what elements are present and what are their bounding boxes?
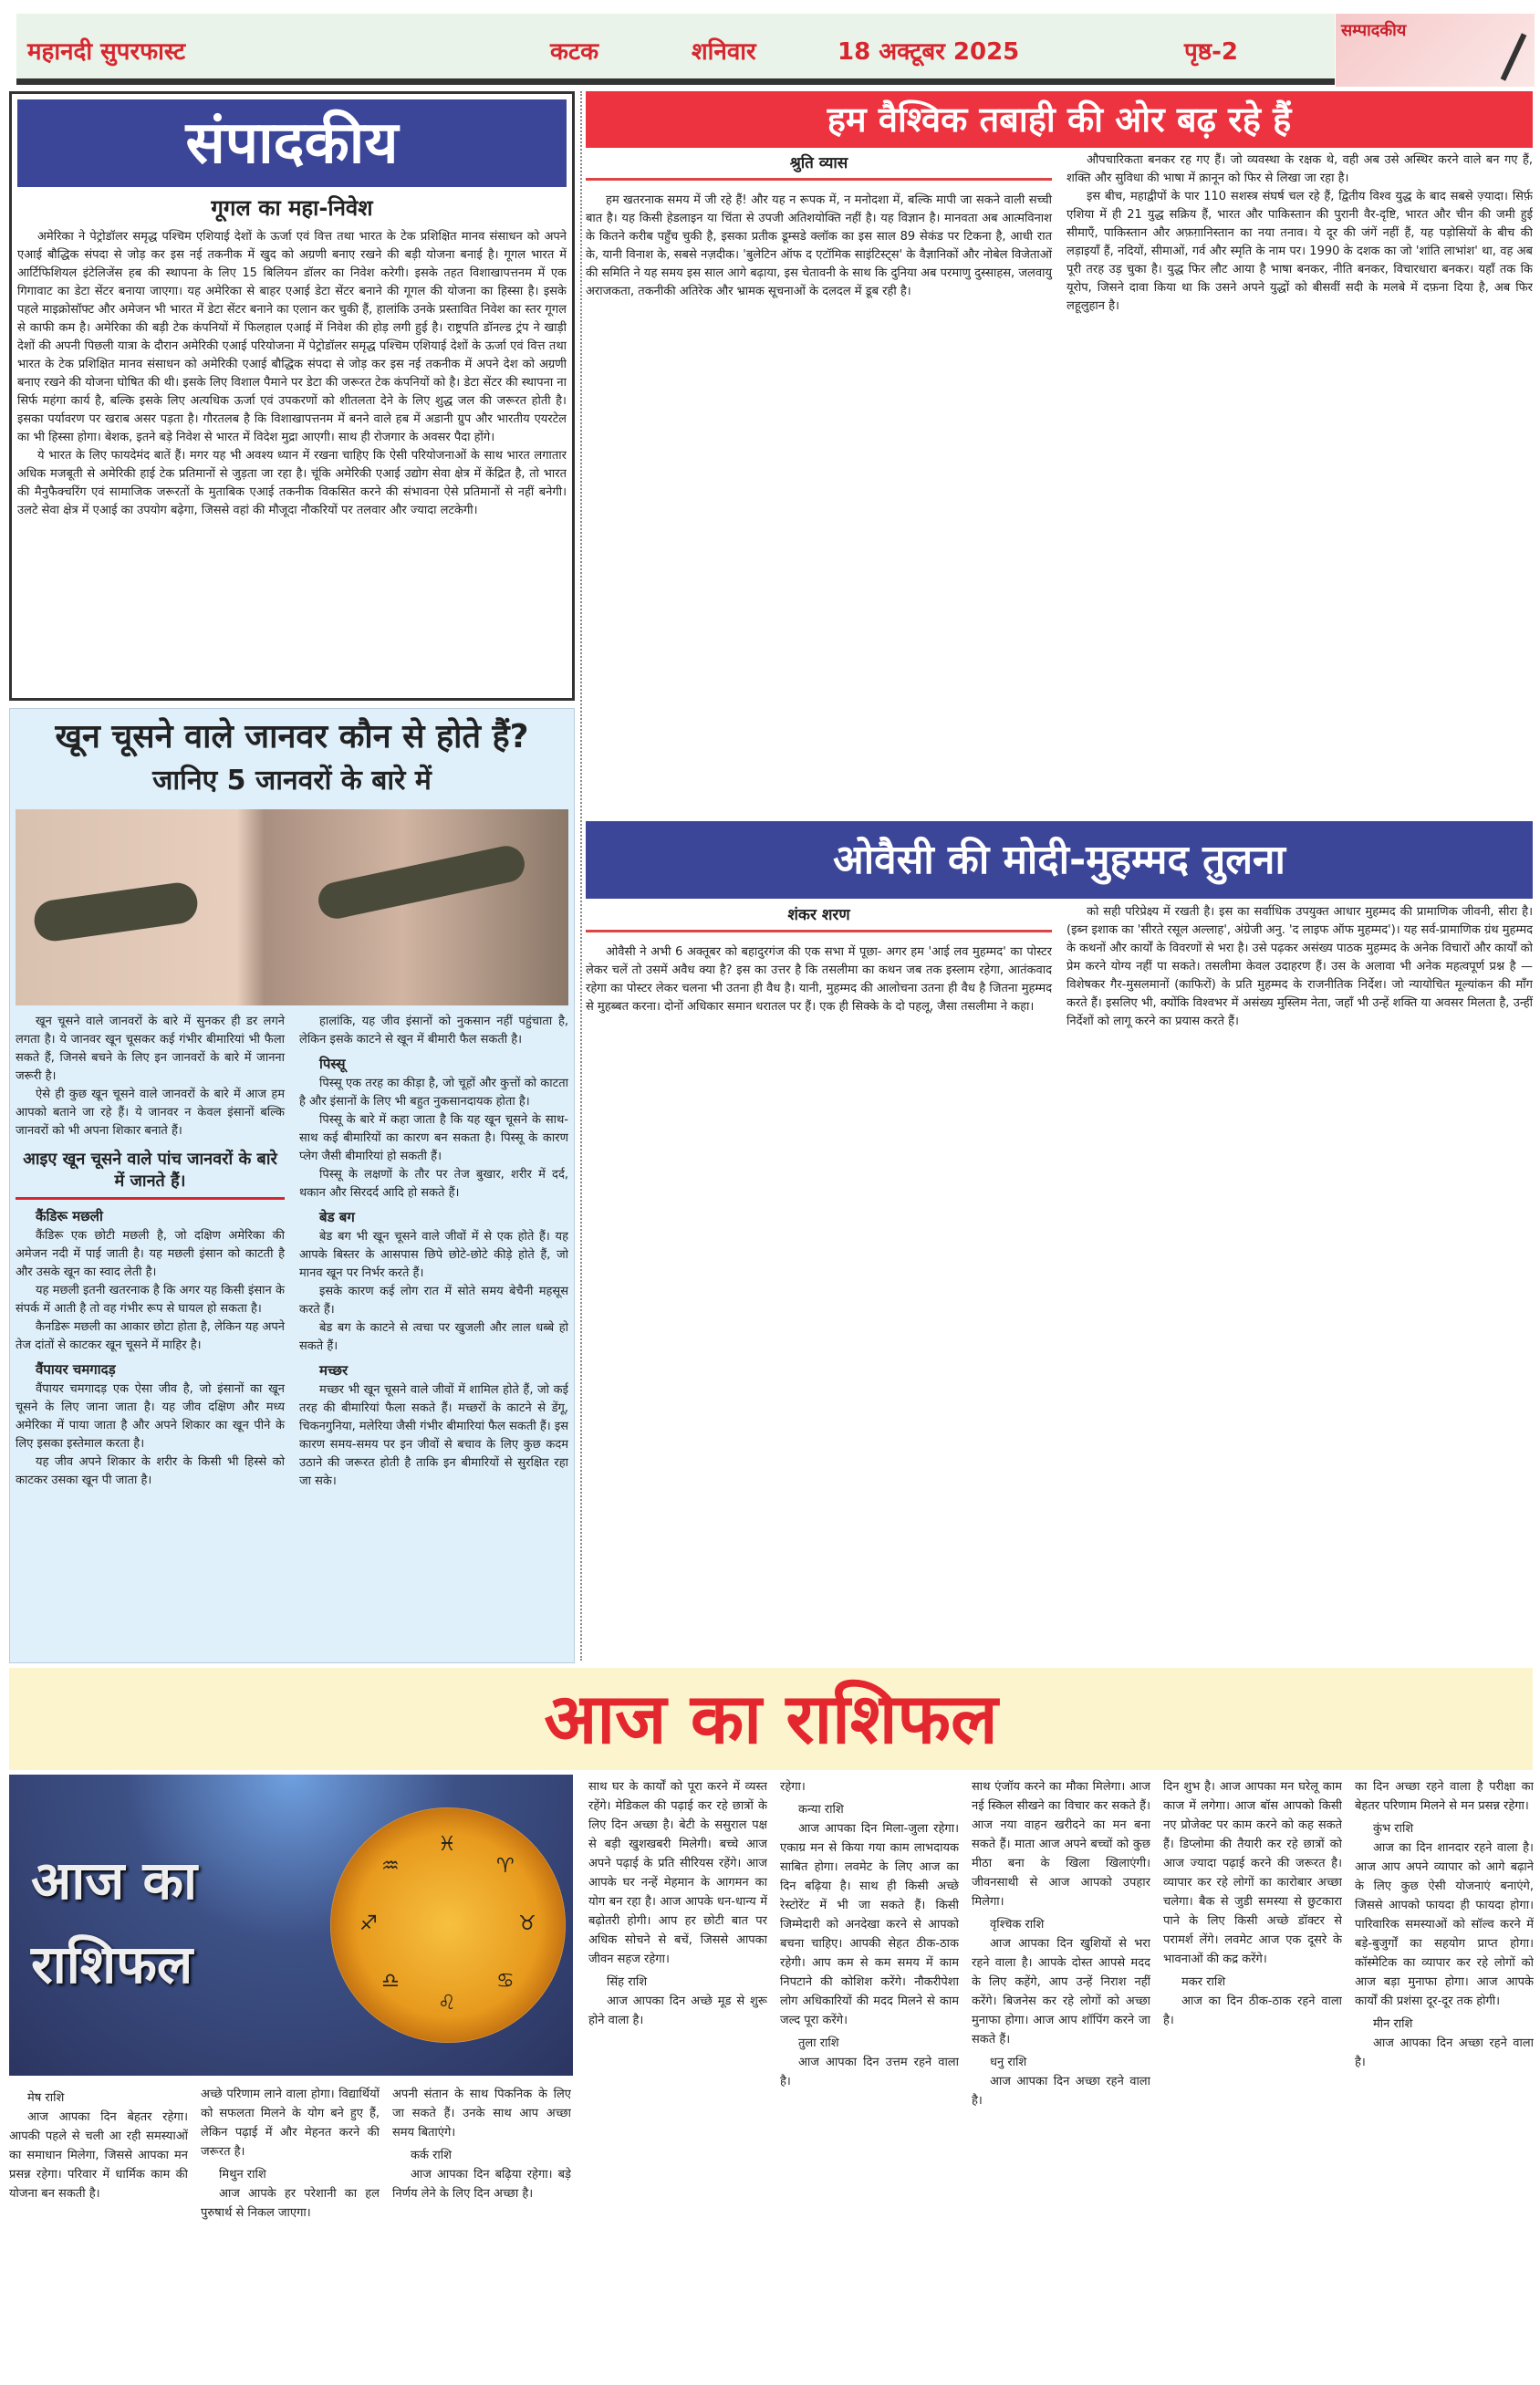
- editorial-logo: [1336, 14, 1535, 87]
- zodiac-sign: मिथुन राशि: [219, 2168, 266, 2182]
- paragraph: कैनडिरू मछली का आकार छोटा होता है, लेकिन यह अपने तेज दांतों से काटकर खून चूसने में माहिर है।: [16, 1320, 285, 1352]
- section-heading: मच्छर: [319, 1362, 349, 1379]
- horoscope-text: साथ घर के कार्यों को पूरा करने में व्यस्त रहेंगे। मेडिकल की पढ़ाई कर रहे छात्रों के लिए दिन अच्छा है। बेटी के ससुराल पक्ष से बड़ी खुशखबरी मिलेगी। बच्चे आज अपने पढ़ाई के प्रति सीरियस रहेंगे। आज आपके घर नन्हें मेहमान के आगमन का योग बन रहा है। आज आपके धन-धान्य में बढ़ोतरी होगी। आप हर छोटी बात पर अधिक सोचने से बचें, जिससे आपका जीवन सहज रहेगा।: [588, 1780, 767, 1966]
- section-heading: कैंडिरू मछली: [36, 1208, 103, 1224]
- horoscope-text: का दिन अच्छा रहने वाला है परीक्षा का बेहतर परिणाम मिलने से मन प्रसन्न रहेगा।: [1355, 1780, 1534, 1813]
- editorial-box: [9, 91, 575, 701]
- rashifal-image: [9, 1775, 573, 2076]
- horoscope-text: आज आपका दिन अच्छा रहने वाला है।: [1355, 2036, 1534, 2069]
- paragraph: मच्छर भी खून चूसने वाले जीवों में शामिल होते हैं, जो कई तरह की बीमारियां फैला सकते हैं। मच्छरों के काटने से डेंगू, चिकनगुनिया, मलेरिया जैसी गंभीर बीमारियां फैल सकती हैं। इस कारण समय-समय पर इन जीवों से बचाव के लिए कुछ कदम उठाने की जरूरत होती है ताकि इन बीमारियों से सुरक्षित रहा जा सके।: [299, 1383, 568, 1488]
- paragraph: ये भारत के लिए फायदेमंद बातें हैं। मगर यह भी अवश्य ध्यान में रखना चाहिए कि ऐसी परियोजनाओं के साथ भारत लगातार अधिक मजबूती से अमेरिकी हाई टेक प्रतिमानों से जुड़ता जा रहा है। चूंकि अमेरिकी एआई उद्योग सेवा क्षेत्र में केंद्रित है, तो भारत की मैनुफैक्चरिंग एवं सामाजिक जरूरतों के मुताबिक एआई तकनीक विकसित करने की संभावना ऐसे प्रतिमानों से नहीं बनेगी। उलटे सेवा क्षेत्र में एआई का उपयोग बढ़ेगा, जिससे वहां की मौजूदा नौकरियों पर तलवार और ज्यादा लटकेगी।: [17, 449, 567, 517]
- date: 18 अक्टूबर 2025: [838, 38, 1020, 66]
- paragraph: हम खतरनाक समय में जी रहे हैं! और यह न रूपक में, न मनोदशा में, बल्कि मापी जा सकने वाली सच्ची बात है। यह किसी हेडलाइन या चिंता से उपजी अतिशयोक्ति नहीं है। यह विज्ञान है। मानवता अब आत्मविनाश के कितने करीब पहुँच चुकी है, इसका प्रतीक डूम्सडे क्लॉक का इस साल 89 सेकंड पर टिकना है, आधी रात के, यानी विनाश के, सबसे नज़दीक। 'बुलेटिन ऑफ द एटॉमिक साइंटिस्ट्स' के वैज्ञानिकों और नोबेल विजेताओं की समिति ने यह समय इस साल आगे बढ़ाया, इस चेतावनी के साथ कि दुनिया अब परमाणु दुस्साहस, जलवायु अराजकता, तकनीकी अतिरेक और भ्रामक सूचनाओं के दलदल में डूब रही है।: [586, 193, 1052, 298]
- article-body: [586, 151, 1533, 808]
- zodiac-sign: मेष राशि: [27, 2091, 65, 2105]
- city: कटक: [550, 38, 599, 66]
- zodiac-sign: कुंभ राशि: [1373, 1822, 1414, 1836]
- image-title: आज का राशिफल: [31, 1849, 198, 1995]
- section-heading: वैंपायर चमगादड़: [36, 1361, 116, 1378]
- horoscope-text: रहेगा।: [780, 1780, 806, 1794]
- editorial-subtitle: गूगल का महा-निवेश: [211, 195, 373, 221]
- paragraph: ऐसे ही कुछ खून चूसने वाले जानवरों के बारे में आज हम आपको बताने जा रहे हैं। ये जानवर न केवल इंसानों बल्कि जानवरों को भी अपना शिकार बनाते हैं।: [16, 1088, 285, 1138]
- paragraph: इस बीच, महाद्वीपों के पार 110 सशस्त्र संघर्ष चल रहे हैं, द्वितीय विश्व युद्ध के बाद सबसे ज़्यादा। सिर्फ़ एशिया में ही 21 युद्ध सक्रिय हैं, भारत और पाकिस्तान की पुरानी वैर-दृष्टि, भारत और चीन की जमी हुई सीमाएँ, पाकिस्तान और अफ़ग़ानिस्तान का नया तनाव। ये दूर की जंगें नहीं हैं, यह पड़ोसियों के बीच की लड़ाइयाँ हैं, नदियों, सीमाओं, गर्व और स्मृति के नाम पर। 1990 के दशक का जो 'शांति लाभांश' था, वह अब पूरी तरह उड़ चुका है। युद्ध फिर लौट आया है भाषा बनकर, नीति बनकर, विचारधारा बनकर। यहाँ तक कि यूरोप, जिसने दावा किया था कि उसने अपने युद्धों को बीसवीं सदी के मलबे में दफ़ना दिया है, अब फिर लहूलुहान है।: [1067, 190, 1533, 313]
- horoscope-text: आज आपका दिन खुशियों से भरा रहने वाला है। आपके दोस्त आपसे मदद के लिए कहेंगे, आप उन्हें निराश नहीं करेंगे। बिजनेस कर रहे लोगों को अच्छा मुनाफा होगा। आज आप शॉपिंग करने जा सकते हैं।: [972, 1937, 1150, 2047]
- leech-body: [16, 1013, 568, 1657]
- editorial-title: संपादकीय: [17, 99, 567, 187]
- zodiac-sign: मीन राशि: [1373, 2017, 1413, 2031]
- horoscope-text: आज आपका दिन उत्तम रहने वाला है।: [780, 2056, 959, 2088]
- rashifal-column: [201, 2085, 380, 2381]
- leech-photo: [16, 809, 568, 1005]
- horoscope-text: आज आपका दिन मिला-जुला रहेगा। एकाग्र मन से किया गया काम लाभदायक साबित होगा। लवमेट के लिए आज का दिन बढ़िया है। साथ ही किसी अच्छे रेस्टोरेंट में भी जा सकते हैं। किसी जिम्मेदारी को अनदेखा करने से आपको बचना चाहिए। आपकी सेहत ठीक-ठाक रहेगी। आप कम से कम समय में काम निपटाने की कोशिश करेंगे। नौकरीपेशा लोग अधिकारियों की मदद मिलने से काम जल्द पूरा करेंगे।: [780, 1822, 959, 2027]
- rashifal-column: [972, 1777, 1150, 2381]
- column-divider: [580, 91, 582, 1661]
- newspaper-name: महानदी सुपरफास्ट: [27, 38, 186, 66]
- paragraph: कैंडिरू एक छोटी मछली है, जो दक्षिण अमेरिका की अमेजन नदी में पाई जाती है। यह मछली इंसान को काटती है और उसके खून का स्वाद लेती है।: [16, 1229, 285, 1279]
- zodiac-wheel-icon: ♓ ♈ ♉ ♋ ♌ ♎ ♐ ♒: [330, 1807, 566, 2043]
- logo-text: सम्पादकीय: [1341, 21, 1407, 40]
- paragraph: अमेरिका ने पेट्रोडॉलर समृद्ध पश्चिम एशियाई देशों के ऊर्जा एवं वित्त तथा भारत के टेक प्रशिक्षित मानव संसाधन को अपने एआई बौद्धिक संपदा से जोड़ कर इस नई तकनीक में खुद को अग्रणी बनाए रखने की बड़ी योजना बनाई है। गूगल भारत में आर्टिफिशियल इंटेलिजेंस हब की स्थापना के लिए 15 बिलियन डॉलर का निवेश करेगी। इसके तहत विशाखापत्तनम में एक गिगावाट का डेटा सेंटर बनाया जाएगा। यह अमेरिका से बाहर एआई डेटा सेंटर बनाने की गूगल की योजना का हिस्सा है। इसके पहले माइक्रोसॉफ्ट और अमेजन भी भारत में डेटा सेंटर बनाने का एलान कर चुकी हैं, हालांकि उनके प्रस्तावित निवेश का स्तर गूगल से काफी कम है। अमेरिका की बड़ी टेक कंपनियों में फिलहाल एआई में निवेश की होड़ लगी हुई है। राष्ट्रपति डॉनल्ड ट्रंप ने खाड़ी देशों की अपनी पिछली यात्रा के दौरान अमेरिकी एआई परियोजना में पेट्रोडॉलर समृद्ध पश्चिम एशियाई देशों के ऊर्जा एवं वित्त तथा भारत के टेक प्रशिक्षित मानव संसाधन को अमेरिकी एआई बौद्धिक संपदा से जोड़ कर इस नई तकनीक में अपने देश को अग्रणी बनाए रखने की योजना घोषित की थी। इसके लिए विशाल पैमाने पर डेटा की जरूरत टेक कंपनियों को है। डेटा सेंटर की स्थापना ना सिर्फ महंगा कार्य है, बल्कि इसके लिए अत्यधिक ऊर्जा एवं उपकरणों को शीतलता देने के लिए शुद्ध जल की जरूरत होती है। इसका पर्यावरण पर खराब असर पड़ता है। गौरतलब है कि विशाखापत्तनम में बनने वाले हब में अडानी ग्रुप और भारतीय एयरटेल का भी हिस्सा होगा। बेशक, इतने बड़े निवेश से भारत में विदेश मुद्रा आएगी। साथ ही रोजगार के अवसर पैदा होंगे।: [17, 230, 567, 444]
- byline: श्रुति व्यास: [586, 151, 1052, 181]
- byline: शंकर शरण: [586, 903, 1052, 932]
- rashifal-column: [9, 2085, 188, 2381]
- rashifal-column: [588, 1777, 767, 2381]
- page-number: पृष्ठ-2: [1184, 38, 1238, 66]
- horoscope-text: अच्छे परिणाम लाने वाला होगा। विद्यार्थियों को सफलता मिलने के योग बने हुए हैं, लेकिन पढ़ाई में और मेहनत करने की जरूरत है।: [201, 2088, 380, 2159]
- paragraph: इसके कारण कई लोग रात में सोते समय बेचैनी महसूस करते हैं।: [299, 1285, 568, 1317]
- horoscope-text: दिन शुभ है। आज आपका मन घरेलू काम काज में लगेगा। आज बॉस आपको किसी नए प्रोजेक्ट पर काम करने को कह सकते हैं। डिप्लोमा की तैयारी कर रहे छात्रों को आज ज्यादा पढ़ाई करने की जरूरत है। व्यापार कर रहे लोगों का कारोबार अच्छा चलेगा। बैक से जुडी समस्या से छुटकारा पाने के लिए किसी अच्छे डॉक्टर से परामर्श लेंगे। लवमेट आज एक दूसरे के भावनाओं की कद्र करेंगे।: [1163, 1780, 1342, 1966]
- horoscope-text: आज आपका दिन अच्छे मूड से शुरू होने वाला है।: [588, 1994, 767, 2027]
- highlight-heading: आइए खून चूसने वाले पांच जानवरों के बारे में जानते हैं।: [16, 1148, 285, 1200]
- paragraph: बेड बग के काटने से त्वचा पर खुजली और लाल धब्बे हो सकते हैं।: [299, 1321, 568, 1353]
- paragraph: पिस्सू के बारे में कहा जाता है कि यह खून चूसने के साथ-साथ कई बीमारियों का कारण बन सकता है। पिस्सू के कारण प्लेग जैसी बीमारियां हो सकती हैं।: [299, 1113, 568, 1163]
- article-subtitle: जानिए 5 जानवरों के बारे में: [152, 765, 432, 797]
- zodiac-sign: कर्क राशि: [411, 2149, 452, 2162]
- paragraph: हालांकि, यह जीव इंसानों को नुकसान नहीं पहुंचाता है, लेकिन इसके काटने से खून में बीमारी फैल सकती है।: [299, 1015, 568, 1047]
- editorial-body: [17, 228, 567, 693]
- horoscope-text: अपनी संतान के साथ पिकनिक के लिए जा सकते हैं। उनके साथ आप अच्छा समय बिताएंगे।: [392, 2088, 571, 2140]
- paragraph: यह मछली इतनी खतरनाक है कि अगर यह किसी इंसान के संपर्क में आती है तो वह गंभीर रूप से घायल हो सकता है।: [16, 1284, 285, 1316]
- paragraph: वैंपायर चमगादड़ एक ऐसा जीव है, जो इंसानों का खून चूसने के लिए जाना जाता है। यह जीव दक्षिण और मध्य अमेरिका में पाया जाता है और अपने शिकार का खून पीने के लिए इसका इस्तेमाल करता है।: [16, 1382, 285, 1451]
- horoscope-text: साथ एंजॉय करने का मौका मिलेगा। आज नई स्किल सीखने का विचार कर सकते हैं। आज नया वाहन खरीदने का मन बना सकते हैं। माता आज अपने बच्चों को कुछ मीठा बना के खिला खिलाएंगी। जीवनसाथी से आज आपको उपहार मिलेगा।: [972, 1780, 1150, 1909]
- paragraph: औपचारिकता बनकर रह गए हैं। जो व्यवस्था के रक्षक थे, वही अब उसे अस्थिर करने वाले बन गए हैं, शक्ति और सुविधा की भाषा में क़ानून को फिर से लिखा जा रहा है।: [1067, 153, 1533, 185]
- horoscope-text: आज का दिन ठीक-ठाक रहने वाला है।: [1163, 1994, 1342, 2027]
- leech-article: [9, 708, 575, 1663]
- paragraph: ओवैसी ने अभी 6 अक्तूबर को बहादुरगंज की एक सभा में पूछा- अगर हम 'आई लव मुहम्मद' का पोस्टर लेकर चलें तो उसमें अवैध क्या है? इस का उत्तर है कि तसलीमा का कथन जब तक इस्लाम रहेगा, आतंकवाद रहेगा का पोस्टर लेकर चलना भी उतना ही वैध है। यानी, मुहम्मद की आलोचना उतना ही वैध है जितना मुहम्मद से मुहब्बत करना। दोनों अधिकार समान धरातल पर हैं। एक ही सिक्के के दो पहलू, जैसा तसलीमा ने कहा।: [586, 945, 1052, 1014]
- rashifal-column: [1355, 1777, 1534, 2381]
- rashifal-column: [780, 1777, 959, 2381]
- horoscope-text: आज आपका दिन अच्छा रहने वाला है।: [972, 2075, 1150, 2108]
- article-title: हम वैश्विक तबाही की ओर बढ़ रहे हैं: [586, 91, 1533, 148]
- paragraph: पिस्सू एक तरह का कीड़ा है, जो चूहों और कुत्तों को काटता है और इंसानों के लिए भी बहुत नुकसानदायक होता है।: [299, 1077, 568, 1109]
- paragraph: खून चूसने वाले जानवरों के बारे में सुनकर ही डर लगने लगता है। ये जानवर खून चूसकर कई गंभीर बीमारियां भी फैला सकते हैं, जिनसे बचने के लिए इन जानवरों के बारे में जानना जरूरी है।: [16, 1015, 285, 1083]
- zodiac-sign: कन्या राशि: [798, 1803, 844, 1817]
- pen-icon: [1501, 33, 1527, 80]
- zodiac-sign: वृश्चिक राशि: [990, 1918, 1045, 1932]
- horoscope-text: आज का दिन शानदार रहने वाला है। आज आप अपने व्यापार को आगे बढ़ाने के लिए कुछ ऐसी योजनाएं बनाएंगे, जिससे आपको फायदा ही फायदा होगा। पारिवारिक समस्याओं को सॉल्व करने में बड़े-बुजुर्गों का सहयोग प्राप्त होगा। कॉस्मेटिक का व्यापार कर रहे लोगों को आज बड़ा मुनाफा होगा। आज आपके कार्यों की प्रशंसा दूर-दूर तक होगी।: [1355, 1841, 1534, 2008]
- horoscope-text: आज आपका दिन बेहतर रहेगा। आपकी पहले से चली आ रही समस्याओं का समाधान मिलेगा, जिससे आपका मन प्रसन्न रहेगा। परिवार में धार्मिक काम की योजना बन सकती है।: [9, 2110, 188, 2201]
- section-heading: बेड बग: [319, 1209, 355, 1225]
- article-title: खून चूसने वाले जानवर कौन से होते हैं?: [55, 718, 529, 755]
- zodiac-sign: तुला राशि: [798, 2036, 839, 2050]
- paragraph: बेड बग भी खून चूसने वाले जीवों में से एक होते हैं। यह आपके बिस्तर के आसपास छिपे छोटे-छोटे कीड़े होते हैं, जो मानव खून पर निर्भर करते हैं।: [299, 1230, 568, 1280]
- paragraph: पिस्सू के लक्षणों के तौर पर तेज बुखार, शरीर में दर्द, थकान और सिरदर्द आदि हो सकते हैं।: [299, 1168, 568, 1200]
- divider: [16, 78, 1335, 85]
- rashifal-column: [392, 2085, 571, 2381]
- article-body: [586, 903, 1533, 1661]
- rashifal-column: [1163, 1777, 1342, 2381]
- paragraph: को सही परिप्रेक्ष्य में रखती है। इस का सर्वाधिक उपयुक्त आधार मुहम्मद की प्रामाणिक जीवनी, सीरा है। (इब्न इशाक का 'सीरते रसूल अल्लाह', अंग्रेजी अनु. 'द लाइफ ऑफ मुहम्मद')। यह सर्व-प्रामाणिक ग्रंथ मुहम्मद के कथनों और कार्यों के विवरणों से भरा है। उसे पढ़कर असंख्य पाठक मुहम्मद के अनेक विचारों और कार्यों को प्रेम करने योग्य नहीं पा सकते। तसलीमा केवल उदाहरण हैं। उस के अलावा भी अनेक महत्वपूर्ण प्रश्न है — विशेषकर गैर-मुसलमानों (काफिरों) के प्रति मुहम्मद के राजनीतिक निर्देश। जो न्यायोचित मूल्यांकन की माँग करते हैं। इसलिए भी, क्योंकि विश्वभर में असंख्य मुस्लिम नेता, जहाँ भी उन्हें शक्ति या अवसर मिलता है, उन्हीं निर्देशों को लागू करने का प्रयास करते हैं।: [1067, 905, 1533, 1028]
- article-title: ओवैसी की मोदी-मुहम्मद तुलना: [586, 821, 1533, 899]
- zodiac-sign: मकर राशि: [1181, 1975, 1226, 1989]
- zodiac-sign: धनु राशि: [990, 2056, 1027, 2069]
- rashifal-title: आज का राशिफल: [9, 1668, 1533, 1770]
- horoscope-text: आज आपका दिन बढ़िया रहेगा। बड़े निर्णय लेने के लिए दिन अच्छा है।: [392, 2168, 571, 2201]
- masthead: [16, 14, 1335, 79]
- zodiac-sign: सिंह राशि: [607, 1975, 648, 1989]
- section-heading: पिस्सू: [319, 1056, 346, 1072]
- paragraph: यह जीव अपने शिकार के शरीर के किसी भी हिस्से को काटकर उसका खून पी जाता है।: [16, 1455, 285, 1487]
- horoscope-text: आज आपके हर परेशानी का हल पुरुषार्थ से निकल जाएगा।: [201, 2187, 380, 2220]
- day: शनिवार: [692, 38, 756, 66]
